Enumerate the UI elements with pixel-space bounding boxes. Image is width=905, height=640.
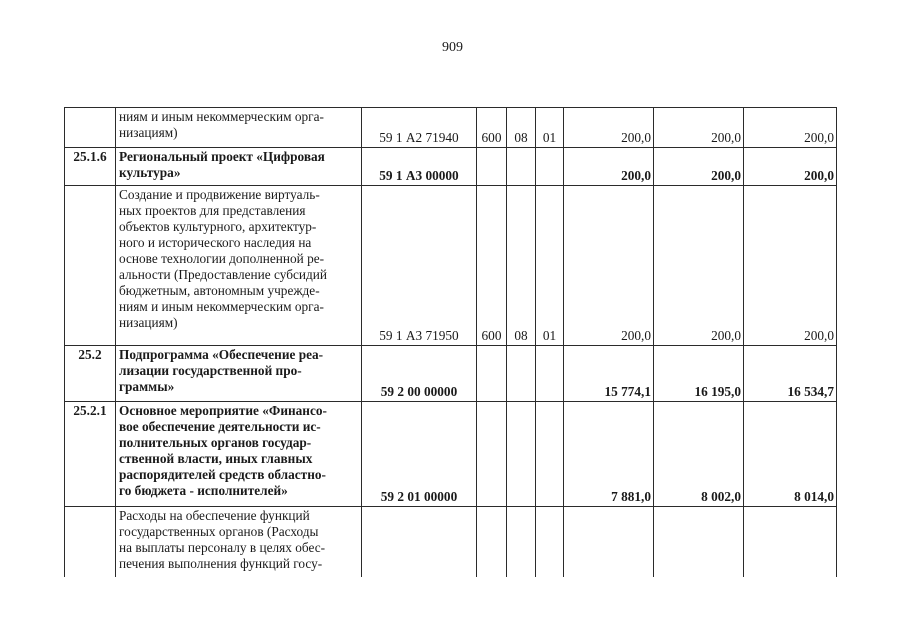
target-article-code: 59 2 01 00000 bbox=[362, 402, 477, 507]
expense-type-code bbox=[477, 507, 507, 577]
amount-year-2: 200,0 bbox=[654, 108, 744, 148]
target-article-code: 59 2 00 00000 bbox=[362, 346, 477, 402]
amount-year-3: 200,0 bbox=[744, 108, 837, 148]
budget-table bbox=[64, 107, 837, 577]
amount-year-1: 200,0 bbox=[564, 108, 654, 148]
row-description: ниям и иным некоммерческим орга- низациям) bbox=[116, 108, 362, 148]
row-description: Создание и продвижение виртуаль- ных проектов для представления объектов культурного, архитектур- ного и исторического наследия на основе технологии дополненной ре- альности (Предоставление субсидий бюджетным, автономным учрежде- ниям и иным некоммерческим орга- низациям) bbox=[116, 186, 362, 346]
amount-year-3 bbox=[744, 507, 837, 577]
amount-year-2: 200,0 bbox=[654, 186, 744, 346]
subsection-code bbox=[536, 507, 564, 577]
row-description: Подпрограмма «Обеспечение реа- лизации государственной про- граммы» bbox=[116, 346, 362, 402]
amount-year-3: 200,0 bbox=[744, 148, 837, 186]
section-code: 08 bbox=[507, 186, 536, 346]
section-code bbox=[507, 346, 536, 402]
subsection-code: 01 bbox=[536, 108, 564, 148]
row-number bbox=[65, 108, 116, 148]
row-number: 25.2.1 bbox=[65, 402, 116, 507]
subsection-code: 01 bbox=[536, 186, 564, 346]
row-number bbox=[65, 507, 116, 577]
target-article-code bbox=[362, 507, 477, 577]
amount-year-1: 7 881,0 bbox=[564, 402, 654, 507]
expense-type-code: 600 bbox=[477, 186, 507, 346]
amount-year-2 bbox=[654, 507, 744, 577]
target-article-code: 59 1 А3 71950 bbox=[362, 186, 477, 346]
section-code bbox=[507, 402, 536, 507]
table-row bbox=[65, 346, 837, 402]
table-row bbox=[65, 108, 837, 148]
row-number: 25.2 bbox=[65, 346, 116, 402]
amount-year-2: 200,0 bbox=[654, 148, 744, 186]
table-row bbox=[65, 507, 837, 577]
amount-year-2: 8 002,0 bbox=[654, 402, 744, 507]
amount-year-3: 8 014,0 bbox=[744, 402, 837, 507]
expense-type-code: 600 bbox=[477, 108, 507, 148]
expense-type-code bbox=[477, 346, 507, 402]
subsection-code bbox=[536, 346, 564, 402]
table-row bbox=[65, 148, 837, 186]
page-number: 909 bbox=[442, 40, 463, 55]
subsection-code bbox=[536, 402, 564, 507]
section-code bbox=[507, 148, 536, 186]
amount-year-1: 200,0 bbox=[564, 186, 654, 346]
target-article-code: 59 1 А2 71940 bbox=[362, 108, 477, 148]
row-number: 25.1.6 bbox=[65, 148, 116, 186]
amount-year-1 bbox=[564, 507, 654, 577]
section-code: 08 bbox=[507, 108, 536, 148]
row-number bbox=[65, 186, 116, 346]
target-article-code: 59 1 А3 00000 bbox=[362, 148, 477, 186]
table-row bbox=[65, 402, 837, 507]
expense-type-code bbox=[477, 148, 507, 186]
table-body bbox=[65, 108, 837, 577]
row-description: Основное мероприятие «Финансо- вое обеспечение деятельности ис- полнительных органов государ- ственной власти, иных главных распорядителей средств областно- го бюджета - исполнителей» bbox=[116, 402, 362, 507]
row-description: Расходы на обеспечение функций государственных органов (Расходы на выплаты персоналу в целях обес- печения выполнения функций госу- bbox=[116, 507, 362, 577]
amount-year-3: 200,0 bbox=[744, 186, 837, 346]
row-description: Региональный проект «Цифровая культура» bbox=[116, 148, 362, 186]
table-row bbox=[65, 186, 837, 346]
section-code bbox=[507, 507, 536, 577]
amount-year-1: 15 774,1 bbox=[564, 346, 654, 402]
expense-type-code bbox=[477, 402, 507, 507]
amount-year-2: 16 195,0 bbox=[654, 346, 744, 402]
amount-year-1: 200,0 bbox=[564, 148, 654, 186]
amount-year-3: 16 534,7 bbox=[744, 346, 837, 402]
subsection-code bbox=[536, 148, 564, 186]
